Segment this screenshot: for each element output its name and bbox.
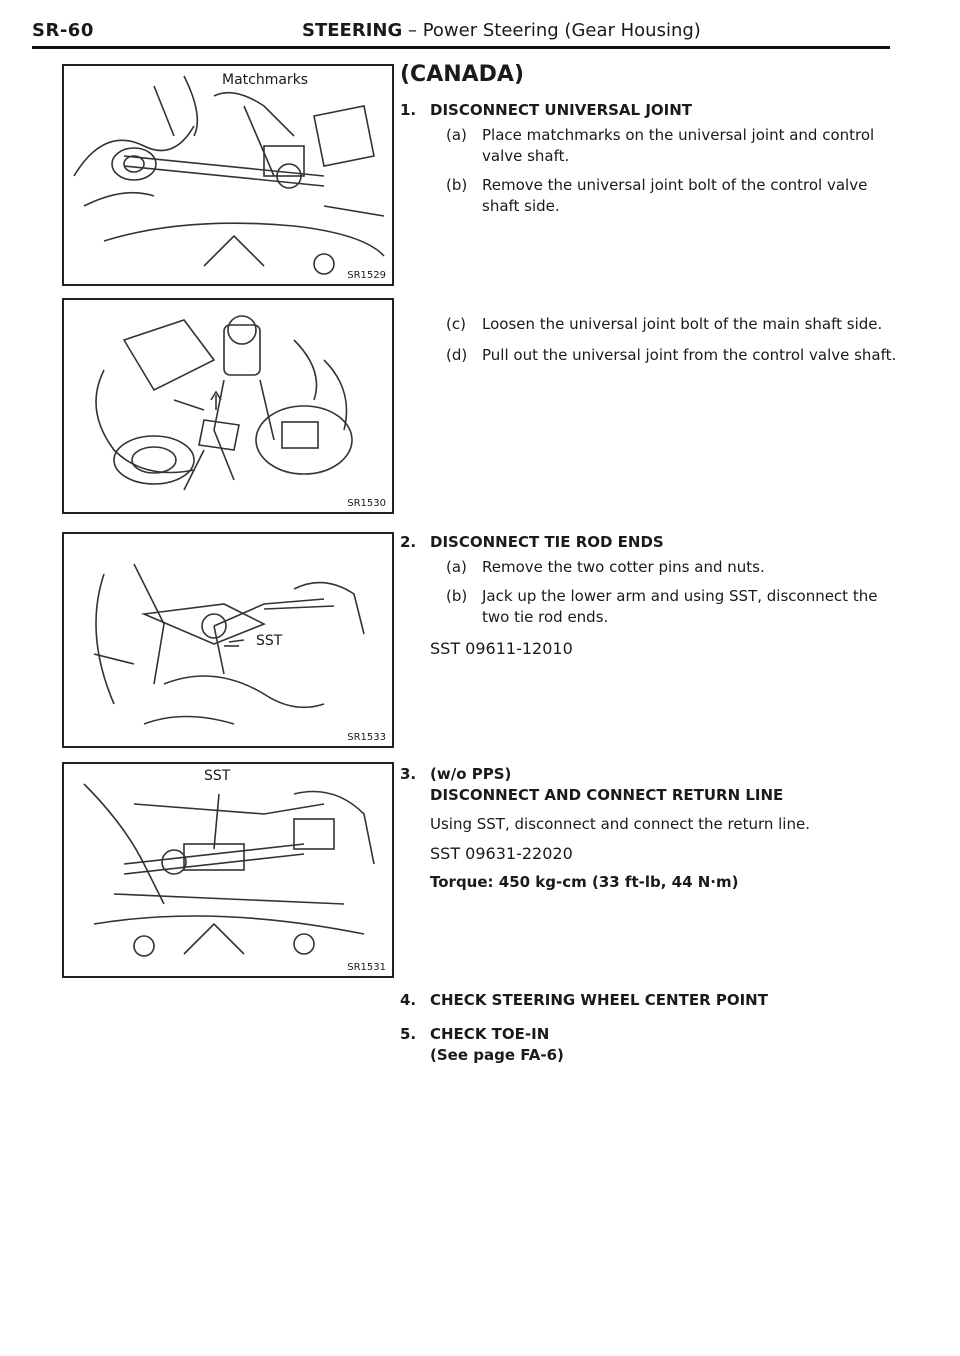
substep-label: (a) — [446, 558, 467, 576]
step-5 — [400, 1024, 900, 1066]
figure-tie-rod-ends — [62, 532, 394, 748]
section-title: STEERING — [302, 20, 403, 41]
substep-a — [400, 125, 900, 167]
step-text: Using SST, disconnect and connect the return line. — [430, 815, 810, 833]
step-number: 5. — [400, 1025, 417, 1043]
substep-text: Jack up the lower arm and using SST, disconnect the two tie rod ends. — [482, 587, 878, 626]
step-title — [400, 990, 900, 1011]
sst-number: SST 09611-12010 — [430, 639, 573, 658]
figure-return-line — [62, 762, 394, 978]
page-reference: (See page FA-6) — [430, 1046, 564, 1064]
figure-label-sst: SST — [256, 633, 283, 649]
step-title — [400, 1024, 900, 1045]
figure-code: SR1531 — [347, 962, 386, 973]
substep-label: (b) — [446, 176, 468, 194]
step-number: 4. — [400, 991, 417, 1009]
step-2 — [400, 532, 900, 659]
section-heading: (CANADA) — [400, 62, 525, 87]
substep-text: Loosen the universal joint bolt of the main shaft side. — [482, 315, 883, 333]
step-title-text: CHECK STEERING WHEEL CENTER POINT — [430, 991, 768, 1009]
figure-code: SR1530 — [347, 498, 386, 509]
step-title — [400, 100, 900, 121]
substep-d — [400, 345, 900, 366]
heading-canada — [400, 64, 900, 85]
step-4 — [400, 990, 900, 1011]
substep-a — [400, 557, 900, 578]
step-title — [400, 764, 900, 785]
substep-label: (a) — [446, 126, 467, 144]
step-1-continued — [400, 314, 900, 366]
step-number: 1. — [400, 101, 417, 119]
substep-b — [400, 175, 900, 217]
step-number: 3. — [400, 765, 417, 783]
step-title-text: DISCONNECT TIE ROD ENDS — [430, 533, 664, 551]
figure-code: SR1533 — [347, 732, 386, 743]
page-id: SR-60 — [32, 20, 94, 41]
figure-universal-joint-matchmarks — [62, 64, 394, 286]
substep-text: Remove the two cotter pins and nuts. — [482, 558, 765, 576]
gear-housing-illustration — [64, 300, 392, 512]
sst-number: SST 09631-22020 — [430, 844, 573, 863]
step-title-line1: (w/o PPS) — [430, 765, 512, 783]
substep-text: Remove the universal joint bolt of the control valve shaft side. — [482, 176, 868, 215]
step-1 — [400, 100, 900, 217]
substep-text: Pull out the universal joint from the control valve shaft. — [482, 346, 897, 364]
step-3 — [400, 764, 900, 893]
figure-label-matchmarks: Matchmarks — [222, 72, 309, 88]
substep-c — [400, 314, 900, 335]
substep-label: (c) — [446, 315, 466, 333]
step-number: 2. — [400, 533, 417, 551]
figure-code: SR1529 — [347, 270, 386, 281]
step-title-line2: DISCONNECT AND CONNECT RETURN LINE — [430, 786, 784, 804]
substep-text: Place matchmarks on the universal joint and control valve shaft. — [482, 126, 875, 165]
torque-spec: Torque: 450 kg-cm (33 ft-lb, 44 N·m) — [430, 873, 739, 891]
return-line-illustration — [64, 764, 392, 976]
substep-label: (b) — [446, 587, 468, 605]
figure-label-sst: SST — [204, 768, 231, 784]
step-title-text: DISCONNECT UNIVERSAL JOINT — [430, 101, 693, 119]
section-subtitle: – Power Steering (Gear Housing) — [407, 20, 701, 41]
step-title — [400, 532, 900, 553]
page-title — [302, 20, 701, 41]
figure-loosen-universal-joint — [62, 298, 394, 514]
page-header — [32, 18, 890, 49]
tie-rod-illustration — [64, 534, 392, 746]
step-title-text: CHECK TOE-IN — [430, 1025, 550, 1043]
substep-label: (d) — [446, 346, 468, 364]
universal-joint-illustration — [64, 66, 392, 284]
substep-b — [400, 586, 900, 628]
